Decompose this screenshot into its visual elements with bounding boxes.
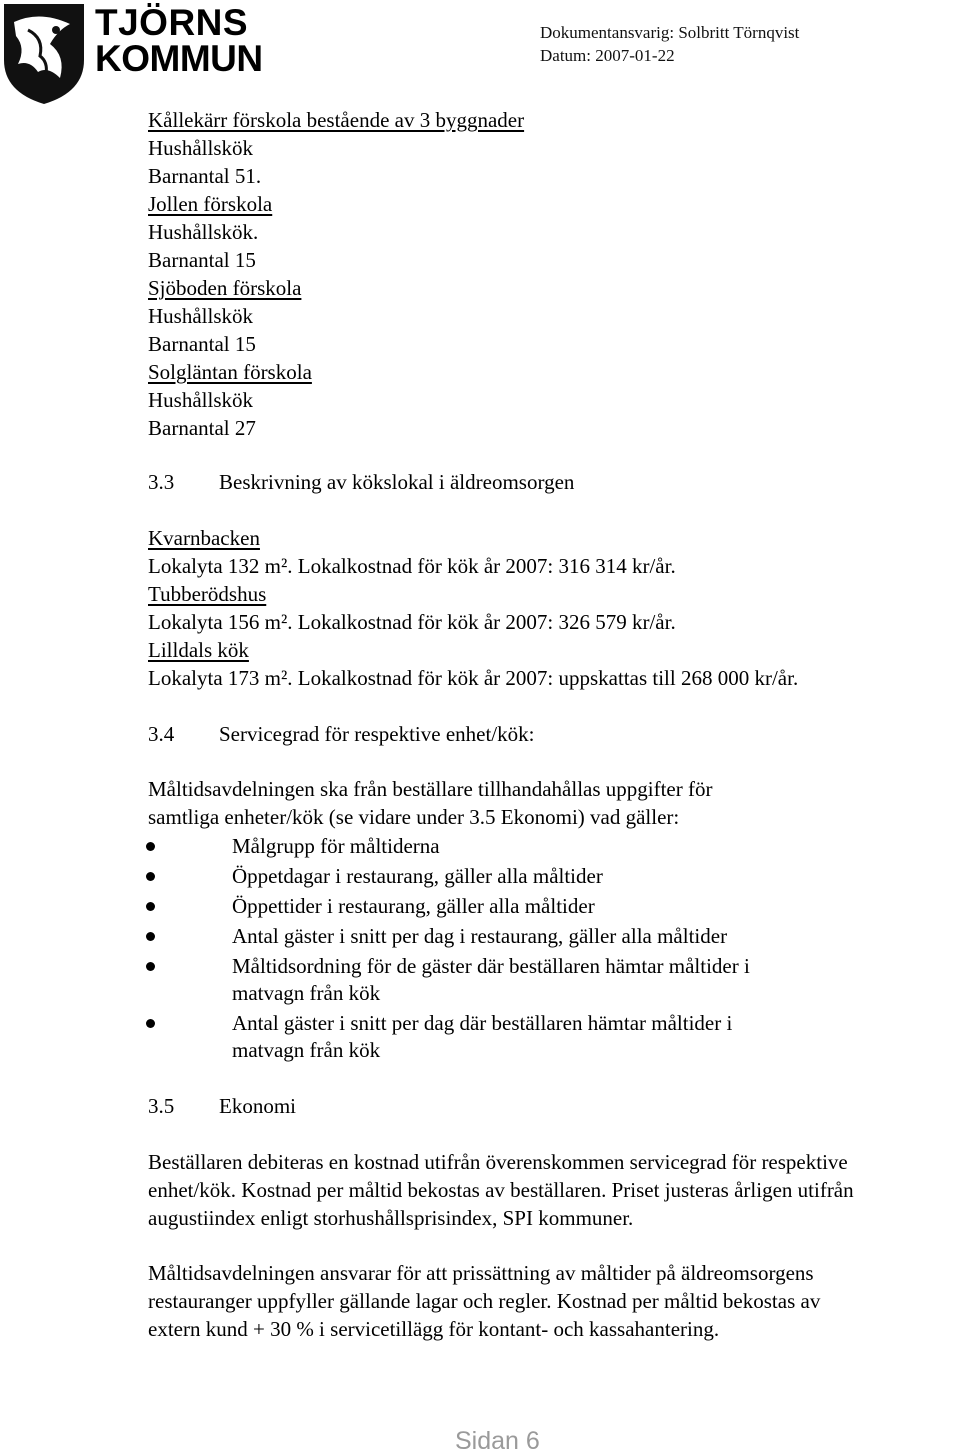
section-3-3-heading <box>0 468 960 496</box>
preschool-item <box>148 358 524 442</box>
preschool-children: Barnantal 15 <box>148 332 256 356</box>
preschool-name: Jollen förskola <box>148 192 273 216</box>
section-3-4-intro <box>148 775 712 831</box>
preschool-item <box>148 106 524 190</box>
bullet-text: Antal gäster i snitt per dag där beställaren hämtar måltider i <box>232 1011 733 1035</box>
section-number: 3.5 <box>148 1094 175 1118</box>
service-bullet-list <box>0 832 960 1072</box>
paragraph-line: extern kund + 30 % i servicetillägg för kontant- och kassahantering. <box>148 1317 720 1341</box>
preschool-kitchen: Hushållskök <box>148 136 253 160</box>
paragraph-line: Beställaren debiteras en kostnad utifrån överenskommen servicegrad för respektive <box>148 1150 848 1174</box>
bullet-text-continued: matvagn från kök <box>232 1038 381 1062</box>
kitchen-detail: Lokalyta 132 m². Lokalkostnad för kök år 2007: 316 314 kr/år. <box>148 554 676 578</box>
preschool-list <box>148 106 524 442</box>
paragraph-line: samtliga enheter/kök (se vidare under 3.5 Ekonomi) vad gäller: <box>148 805 680 829</box>
municipality-crest-icon <box>0 0 90 106</box>
bullet-icon <box>146 842 155 851</box>
bullet-icon <box>146 1019 155 1028</box>
bullet-icon <box>146 872 155 881</box>
bullet-icon <box>146 962 155 971</box>
bullet-text: Målgrupp för måltiderna <box>232 834 440 858</box>
bullet-text: Måltidsordning för de gäster där beställaren hämtar måltider i <box>232 954 750 978</box>
document-date: Datum: 2007-01-22 <box>540 46 675 65</box>
preschool-children: Barnantal 15 <box>148 248 256 272</box>
preschool-name: Solgläntan förskola <box>148 360 312 384</box>
preschool-children: Barnantal 51. <box>148 164 262 188</box>
bullet-icon <box>146 932 155 941</box>
kitchen-name: Tubberödshus <box>148 582 267 606</box>
paragraph-line: Måltidsavdelningen ska från beställare tillhandahållas uppgifter för <box>148 777 713 801</box>
section-number: 3.3 <box>148 470 175 494</box>
preschool-children: Barnantal 27 <box>148 416 256 440</box>
preschool-kitchen: Hushållskök <box>148 304 253 328</box>
preschool-item <box>148 274 524 358</box>
document-owner: Dokumentansvarig: Solbritt Törnqvist <box>540 23 800 42</box>
bullet-text: Öppetdagar i restaurang, gäller alla måltider <box>232 864 603 888</box>
bullet-icon <box>146 902 155 911</box>
section-3-5-heading <box>0 1092 960 1120</box>
paragraph-line: Måltidsavdelningen ansvarar för att prissättning av måltider på äldreomsorgens <box>148 1261 814 1285</box>
kitchen-list <box>148 524 798 692</box>
section-title: Ekonomi <box>219 1094 296 1118</box>
paragraph-line: augustiindex enligt storhushållsprisindex, SPI kommuner. <box>148 1206 634 1230</box>
section-3-5-paragraph-2 <box>148 1259 820 1343</box>
preschool-item <box>148 190 524 274</box>
preschool-kitchen: Hushållskök <box>148 388 253 412</box>
kitchen-name: Lilldals kök <box>148 638 249 662</box>
logo-line-2: KOMMUN <box>95 38 263 79</box>
bullet-text: Öppettider i restaurang, gäller alla måltider <box>232 894 595 918</box>
section-title: Servicegrad för respektive enhet/kök: <box>219 722 535 746</box>
kitchen-detail: Lokalyta 156 m². Lokalkostnad för kök år 2007: 326 579 kr/år. <box>148 610 676 634</box>
bullet-text: Antal gäster i snitt per dag i restaurang, gäller alla måltider <box>232 924 728 948</box>
preschool-name: Kållekärr förskola bestående av 3 byggnader <box>148 108 525 132</box>
preschool-name: Sjöboden förskola <box>148 276 302 300</box>
section-3-4-heading <box>0 720 960 748</box>
section-number: 3.4 <box>148 722 175 746</box>
kitchen-detail: Lokalyta 173 m². Lokalkostnad för kök år 2007: uppskattas till 268 000 kr/år. <box>148 666 799 690</box>
bullet-text-continued: matvagn från kök <box>232 981 381 1005</box>
paragraph-line: restauranger uppfyller gällande lagar och regler. Kostnad per måltid bekostas av <box>148 1289 821 1313</box>
section-title: Beskrivning av kökslokal i äldreomsorgen <box>219 470 575 494</box>
page-number: Sidan 6 <box>455 1427 540 1455</box>
kitchen-name: Kvarnbacken <box>148 526 260 550</box>
paragraph-line: enhet/kök. Kostnad per måltid bekostas av beställaren. Priset justeras årligen utifrån <box>148 1178 854 1202</box>
logo-line-1: TJÖRNS <box>95 2 249 43</box>
preschool-kitchen: Hushållskök. <box>148 220 259 244</box>
section-3-5-paragraph-1 <box>148 1148 854 1232</box>
